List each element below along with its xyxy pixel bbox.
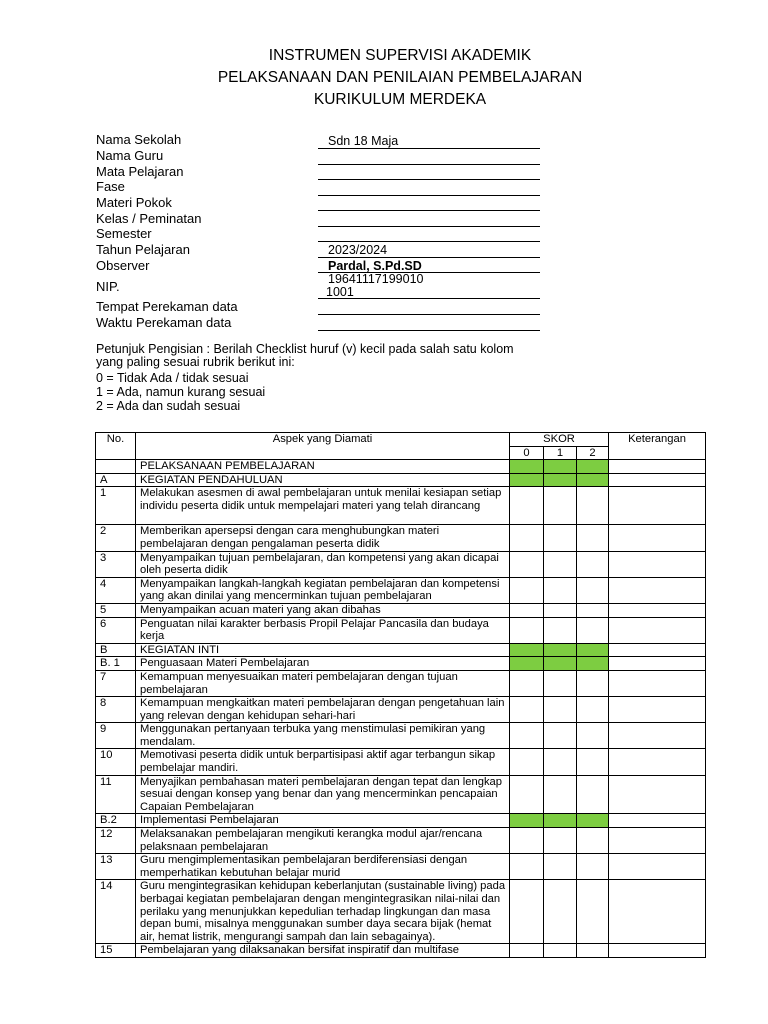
header-score-2: 2: [577, 446, 609, 460]
score-cell-0: [510, 473, 544, 487]
keterangan-cell[interactable]: [609, 828, 706, 854]
row-number: 12: [96, 828, 136, 854]
label-nip: NIP.: [96, 279, 120, 294]
table-row: [96, 551, 706, 577]
header-no: No.: [96, 433, 136, 460]
header-score-1: 1: [544, 446, 577, 460]
line-mata-pelajaran[interactable]: [318, 179, 540, 180]
score-cell-2[interactable]: [577, 670, 609, 696]
score-cell-1[interactable]: [544, 854, 577, 880]
score-cell-1[interactable]: [544, 880, 577, 944]
label-mata-pelajaran: Mata Pelajaran: [96, 164, 184, 179]
score-cell-1[interactable]: [544, 697, 577, 723]
row-number: A: [96, 473, 136, 487]
keterangan-cell[interactable]: [609, 525, 706, 551]
header-aspek: Aspek yang Diamati: [136, 433, 510, 460]
score-cell-2[interactable]: [577, 828, 609, 854]
score-cell-1[interactable]: [544, 670, 577, 696]
document-title: [0, 45, 768, 111]
row-number: 6: [96, 617, 136, 643]
table-row: [96, 775, 706, 814]
score-cell-2[interactable]: [577, 525, 609, 551]
table-row: [96, 723, 706, 749]
score-cell-1: [544, 657, 577, 671]
score-cell-2: [577, 460, 609, 474]
score-cell-0[interactable]: [510, 525, 544, 551]
row-number: B: [96, 643, 136, 657]
title-line-1: INSTRUMEN SUPERVISI AKADEMIK: [268, 47, 532, 64]
score-cell-2[interactable]: [577, 775, 609, 814]
title-line-3: KURIKULUM MERDEKA: [313, 91, 487, 108]
value-tahun-pelajaran: 2023/2024: [328, 243, 388, 257]
table-row: [96, 473, 706, 487]
score-cell-0[interactable]: [510, 723, 544, 749]
score-cell-0[interactable]: [510, 697, 544, 723]
table-row: [96, 828, 706, 854]
label-fase: Fase: [96, 179, 125, 194]
keterangan-cell[interactable]: [609, 814, 706, 828]
row-number: 8: [96, 697, 136, 723]
row-number: B. 1: [96, 657, 136, 671]
line-fase[interactable]: [318, 195, 540, 196]
row-aspect: Implementasi Pembelajaran: [136, 814, 510, 828]
score-cell-0[interactable]: [510, 617, 544, 643]
score-cell-0: [510, 814, 544, 828]
row-number: 3: [96, 551, 136, 577]
score-cell-1[interactable]: [544, 749, 577, 775]
score-cell-1: [544, 460, 577, 474]
row-aspect: Memotivasi peserta didik untuk berpartisipasi aktif agar terbangun sikap pembelajar mandiri.: [136, 749, 510, 775]
score-cell-1: [544, 473, 577, 487]
keterangan-cell[interactable]: [609, 723, 706, 749]
keterangan-cell[interactable]: [609, 603, 706, 617]
line-nama-sekolah[interactable]: [318, 148, 540, 149]
row-aspect: Pembelajaran yang dilaksanakan bersifat inspiratif dan multifase: [136, 944, 510, 958]
score-cell-0[interactable]: [510, 944, 544, 958]
score-cell-0[interactable]: [510, 670, 544, 696]
table-row: [96, 944, 706, 958]
table-row: [96, 697, 706, 723]
score-cell-2[interactable]: [577, 487, 609, 525]
table-row: [96, 814, 706, 828]
score-cell-2[interactable]: [577, 749, 609, 775]
table-row: [96, 617, 706, 643]
score-cell-0[interactable]: [510, 775, 544, 814]
score-legend-0: 0 = Tidak Ada / tidak sesuai: [96, 371, 249, 385]
row-aspect: Memberikan apersepsi dengan cara menghubungkan materi pembelajaran dengan pengalaman peserta didik: [136, 525, 510, 551]
score-legend-1: 1 = Ada, namun kurang sesuai: [96, 385, 266, 399]
row-aspect: KEGIATAN INTI: [136, 643, 510, 657]
row-aspect: Menyampaikan langkah-langkah kegiatan pembelajaran dan kompetensi yang akan dinilai yang mencerminkan tujuan pembelajaran: [136, 577, 510, 603]
header-skor: SKOR: [510, 433, 609, 447]
label-observer: Observer: [96, 258, 150, 273]
line-materi-pokok[interactable]: [318, 210, 540, 211]
score-cell-0[interactable]: [510, 828, 544, 854]
score-cell-0[interactable]: [510, 749, 544, 775]
score-cell-2[interactable]: [577, 577, 609, 603]
line-semester[interactable]: [318, 241, 540, 242]
score-cell-0: [510, 460, 544, 474]
row-number: 2: [96, 525, 136, 551]
row-number: 5: [96, 603, 136, 617]
keterangan-cell[interactable]: [609, 670, 706, 696]
score-cell-1: [544, 814, 577, 828]
label-tempat: Tempat Perekaman data: [96, 299, 238, 314]
score-cell-0[interactable]: [510, 487, 544, 525]
value-nip-line-2: 1001: [326, 285, 354, 299]
table-row: [96, 657, 706, 671]
score-cell-2[interactable]: [577, 617, 609, 643]
label-waktu: Waktu Perekaman data: [96, 315, 232, 330]
row-aspect: Melakukan asesmen di awal pembelajaran untuk menilai kesiapan setiap individu peserta didik untuk mempelajari materi yang telah dirancang: [136, 487, 510, 525]
score-cell-2[interactable]: [577, 551, 609, 577]
score-cell-2[interactable]: [577, 880, 609, 944]
line-kelas[interactable]: [318, 226, 540, 227]
score-cell-1[interactable]: [544, 775, 577, 814]
table-row: [96, 577, 706, 603]
table-row: [96, 880, 706, 944]
row-aspect: Penguatan nilai karakter berbasis Propil Pelajar Pancasila dan budaya kerja: [136, 617, 510, 643]
score-cell-2[interactable]: [577, 944, 609, 958]
score-cell-1[interactable]: [544, 551, 577, 577]
score-cell-2[interactable]: [577, 854, 609, 880]
row-number: 15: [96, 944, 136, 958]
row-aspect: KEGIATAN PENDAHULUAN: [136, 473, 510, 487]
row-aspect: Penguasaan Materi Pembelajaran: [136, 657, 510, 671]
line-nama-guru[interactable]: [318, 164, 540, 165]
score-cell-1[interactable]: [544, 525, 577, 551]
keterangan-cell[interactable]: [609, 880, 706, 944]
row-number: 9: [96, 723, 136, 749]
score-cell-0[interactable]: [510, 880, 544, 944]
value-observer: Pardal, S.Pd.SD: [328, 259, 422, 273]
score-cell-1[interactable]: [544, 617, 577, 643]
label-nama-sekolah: Nama Sekolah: [96, 132, 182, 147]
line-nip[interactable]: [318, 298, 540, 299]
header-row: [96, 433, 706, 447]
label-materi-pokok: Materi Pokok: [96, 195, 172, 210]
score-cell-1: [544, 643, 577, 657]
row-number: [96, 460, 136, 474]
keterangan-cell[interactable]: [609, 697, 706, 723]
instruction-line-1: Petunjuk Pengisian : Berilah Checklist huruf (v) kecil pada salah satu kolom: [96, 342, 514, 356]
label-kelas: Kelas / Peminatan: [96, 211, 202, 226]
value-nip-line-1: 19641117199010: [328, 272, 424, 286]
table-row: [96, 854, 706, 880]
row-aspect: Menyampaikan tujuan pembelajaran, dan kompetensi yang akan dicapai oleh peserta didik: [136, 551, 510, 577]
keterangan-cell[interactable]: [609, 643, 706, 657]
header-score-0: 0: [510, 446, 544, 460]
row-aspect: Guru mengintegrasikan kehidupan keberlanjutan (sustainable living) pada berbagai kegiatan pembelajaran dengan mengintegrasikan nilai-nilai dan perilaku yang menunjukkan kepedulian terhadap lingkungan dan masa depan bumi, misalnya menggunakan sumber daya secara bijak (hemat air, hemat listrik, mengurangi sampah dan lain sebagainya).: [136, 880, 510, 944]
score-cell-2: [577, 473, 609, 487]
score-legend-2: 2 = Ada dan sudah sesuai: [96, 399, 241, 413]
score-cell-1[interactable]: [544, 944, 577, 958]
label-nama-guru: Nama Guru: [96, 148, 164, 163]
row-number: 14: [96, 880, 136, 944]
table-row: [96, 749, 706, 775]
row-aspect: Kemampuan mengkaitkan materi pembelajaran dengan pengetahuan lain yang relevan dengan kehidupan sehari-hari: [136, 697, 510, 723]
keterangan-cell[interactable]: [609, 473, 706, 487]
row-aspect: Guru mengimplementasikan pembelajaran berdiferensiasi dengan memperhatikan kebutuhan belajar murid: [136, 854, 510, 880]
table-row: [96, 487, 706, 525]
keterangan-cell[interactable]: [609, 657, 706, 671]
keterangan-cell[interactable]: [609, 577, 706, 603]
value-nama-sekolah: Sdn 18 Maja: [328, 134, 399, 148]
score-cell-1[interactable]: [544, 487, 577, 525]
score-cell-2: [577, 814, 609, 828]
line-tahun-pelajaran[interactable]: [318, 257, 540, 258]
header-keterangan: Keterangan: [609, 433, 706, 460]
score-cell-2: [577, 643, 609, 657]
row-aspect: PELAKSANAAN PEMBELAJARAN: [136, 460, 510, 474]
keterangan-cell[interactable]: [609, 617, 706, 643]
score-cell-0[interactable]: [510, 603, 544, 617]
keterangan-cell[interactable]: [609, 487, 706, 525]
score-cell-2[interactable]: [577, 723, 609, 749]
line-tempat[interactable]: [318, 314, 540, 315]
line-waktu[interactable]: [318, 330, 540, 331]
row-number: 10: [96, 749, 136, 775]
row-aspect: Menyajikan pembahasan materi pembelajaran dengan tepat dan lengkap sesuai dengan konsep yang benar dan yang mencerminkan pencapaian Capaian Pembelajaran: [136, 775, 510, 814]
score-cell-0[interactable]: [510, 577, 544, 603]
score-cell-0: [510, 657, 544, 671]
row-aspect: Menggunakan pertanyaan terbuka yang menstimulasi pemikiran yang mendalam.: [136, 723, 510, 749]
row-aspect: Menyampaikan acuan materi yang akan dibahas: [136, 603, 510, 617]
row-aspect: Melaksanakan pembelajaran mengikuti kerangka modul ajar/rencana pelaksnaan pembelajaran: [136, 828, 510, 854]
score-cell-0[interactable]: [510, 551, 544, 577]
label-tahun-pelajaran: Tahun Pelajaran: [96, 242, 190, 257]
table-row: [96, 603, 706, 617]
keterangan-cell[interactable]: [609, 854, 706, 880]
score-cell-2[interactable]: [577, 697, 609, 723]
keterangan-cell[interactable]: [609, 460, 706, 474]
score-cell-1[interactable]: [544, 828, 577, 854]
row-number: B.2: [96, 814, 136, 828]
observation-table: [95, 432, 706, 958]
keterangan-cell[interactable]: [609, 944, 706, 958]
score-cell-1[interactable]: [544, 603, 577, 617]
keterangan-cell[interactable]: [609, 775, 706, 814]
table-row: [96, 525, 706, 551]
table-row: [96, 670, 706, 696]
score-cell-2[interactable]: [577, 603, 609, 617]
keterangan-cell[interactable]: [609, 551, 706, 577]
row-number: 4: [96, 577, 136, 603]
row-number: 13: [96, 854, 136, 880]
instruction-line-2: yang paling sesuai rubrik berikut ini:: [96, 355, 295, 369]
row-aspect: Kemampuan menyesuaikan materi pembelajaran dengan tujuan pembelajaran: [136, 670, 510, 696]
title-line-2: PELAKSANAAN DAN PENILAIAN PEMBELAJARAN: [217, 69, 583, 86]
table-row: [96, 460, 706, 474]
row-number: 7: [96, 670, 136, 696]
keterangan-cell[interactable]: [609, 749, 706, 775]
score-cell-0: [510, 643, 544, 657]
score-cell-1[interactable]: [544, 577, 577, 603]
label-semester: Semester: [96, 226, 152, 241]
score-cell-0[interactable]: [510, 854, 544, 880]
score-cell-1[interactable]: [544, 723, 577, 749]
score-cell-2: [577, 657, 609, 671]
row-number: 11: [96, 775, 136, 814]
table-row: [96, 643, 706, 657]
row-number: 1: [96, 487, 136, 525]
